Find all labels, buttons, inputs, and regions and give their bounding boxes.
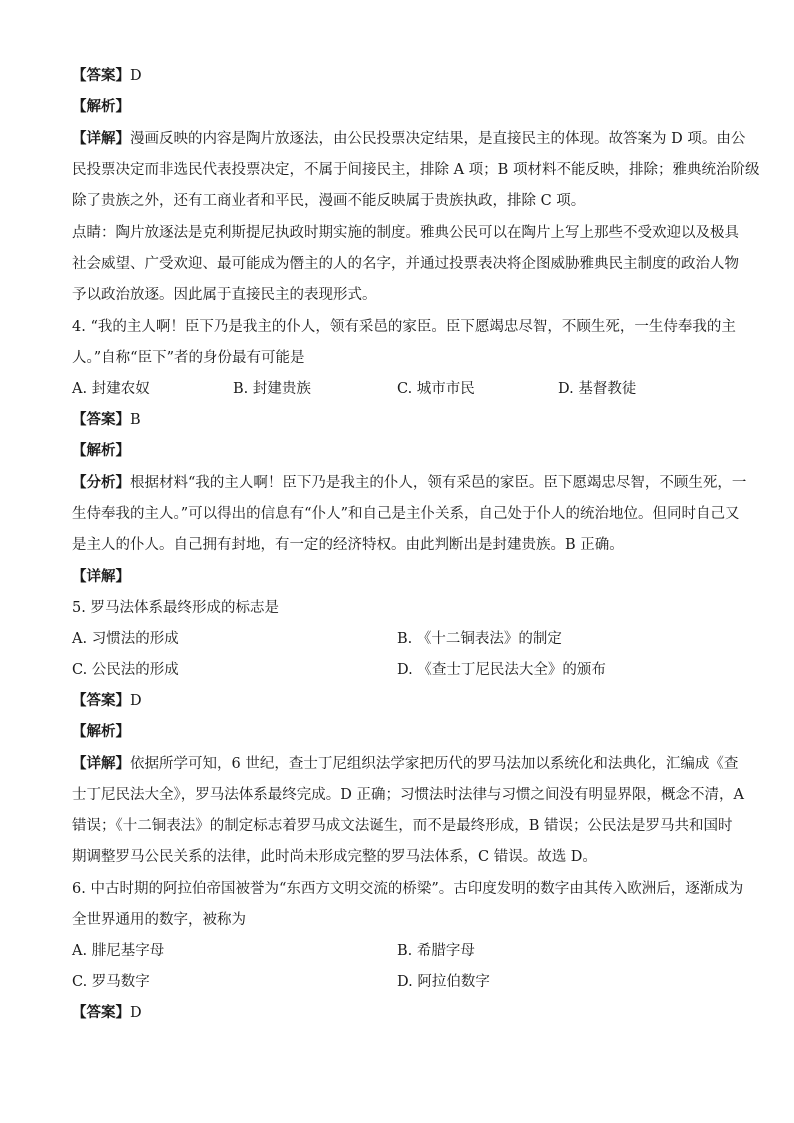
q6-option-d: D. 阿拉伯数字 xyxy=(397,974,490,990)
q5-option-b: B. 《十二铜表法》的制定 xyxy=(397,631,562,647)
q6-stem-line-2: 全世界通用的数字，被称为 xyxy=(72,912,246,928)
q4-detail-label xyxy=(72,567,732,587)
answer-value: D xyxy=(130,68,142,84)
q3-answer-line xyxy=(72,66,732,86)
q3-point-line-3: 予以政治放逐。因此属于直接民主的表现形式。 xyxy=(72,287,377,303)
answer-value: D xyxy=(130,1005,142,1021)
q5-stem: 5. 罗马法体系最终形成的标志是 xyxy=(72,600,279,616)
q4-stem-line-1: 4. “我的主人啊！臣下乃是我主的仆人，领有采邑的家臣。臣下愿竭忠尽智，不顾生死，一生侍奉我的主 xyxy=(72,319,736,335)
q6-option-a: A. 腓尼基字母 xyxy=(72,943,165,959)
q3-point-line-1: 点睛：陶片放逐法是克利斯提尼执政时期实施的制度。雅典公民可以在陶片上写上那些不受欢迎以及极具 xyxy=(72,225,739,241)
answer-value: D xyxy=(130,693,142,709)
analysis-tag: 【解析】 xyxy=(72,723,130,740)
q3-point-line-2: 社会威望、广受欢迎、最可能成为僭主的人的名字，并通过投票表决将企图威胁雅典民主制度的政治人物 xyxy=(72,256,739,272)
q6-option-c: C. 罗马数字 xyxy=(72,974,150,990)
detail-tag: 【详解】 xyxy=(72,755,130,772)
q4-option-a: A. 封建农奴 xyxy=(72,381,150,397)
q4-analysis-line-3: 是主人的仆人。自己拥有封地，有一定的经济特权。由此判断出是封建贵族。B 正确。 xyxy=(72,537,624,553)
q5-option-c: C. 公民法的形成 xyxy=(72,662,179,678)
q3-analysis-label xyxy=(72,97,732,117)
q5-analysis-label xyxy=(72,722,732,742)
q5-detail-line-2: 士丁尼民法大全》，罗马法体系最终完成。D 正确；习惯法时法律与习惯之间没有明显界限，概念不清，A xyxy=(72,787,744,803)
q4-stem-line-2: 人。”自称“臣下”者的身份最有可能是 xyxy=(72,350,305,366)
answer-value: B xyxy=(130,412,141,428)
analysis-sub-tag: 【分析】 xyxy=(72,474,130,491)
detail-tag: 【详解】 xyxy=(72,130,130,147)
q3-detail-line-3: 除了贵族之外，还有工商业者和平民，漫画不能反映属于贵族执政，排除 C 项。 xyxy=(72,193,586,209)
q6-stem-line-1: 6. 中古时期的阿拉伯帝国被誉为“东西方文明交流的桥梁”。古印度发明的数字由其传入欧洲后，逐渐成为 xyxy=(72,881,744,897)
q5-detail-line-3: 错误；《十二铜表法》的制定标志着罗马成文法诞生，而不是最终形成，B 错误；公民法是罗马共和国时 xyxy=(72,818,733,834)
q5-option-d: D. 《查士丁尼民法大全》的颁布 xyxy=(397,662,606,678)
q4-analysis-line-1 xyxy=(72,473,747,493)
q4-option-b: B. 封建贵族 xyxy=(233,381,311,397)
q3-detail-line-1 xyxy=(72,129,746,149)
analysis-tag: 【解析】 xyxy=(72,442,130,459)
q5-option-a: A. 习惯法的形成 xyxy=(72,631,179,647)
analysis-text: 根据材料“我的主人啊！臣下乃是我主的仆人，领有采邑的家臣。臣下愿竭忠尽智，不顾生死，一 xyxy=(130,475,747,491)
q3-detail-line-2: 民投票决定而非选民代表投票决定，不属于间接民主，排除 A 项；B 项材料不能反映，排除；雅典统治阶级 xyxy=(72,162,760,178)
detail-text: 漫画反映的内容是陶片放逐法，由公民投票决定结果，是直接民主的体现。故答案为 D 项。由公 xyxy=(130,131,746,147)
q4-answer-line xyxy=(72,410,732,430)
answer-tag: 【答案】 xyxy=(72,692,130,709)
analysis-tag: 【解析】 xyxy=(72,98,130,115)
q4-option-c: C. 城市市民 xyxy=(397,381,475,397)
q5-detail-line-4: 期调整罗马公民关系的法律，此时尚未形成完整的罗马法体系，C 错误。故选 D。 xyxy=(72,849,597,865)
q4-analysis-line-2: 生侍奉我的主人。”可以得出的信息有“仆人”和自己是主仆关系，自己处于仆人的统治地位。但同时自己又 xyxy=(72,506,740,522)
detail-text: 依据所学可知，6 世纪，查士丁尼组织法学家把历代的罗马法加以系统化和法典化，汇编成《查 xyxy=(130,756,739,772)
answer-tag: 【答案】 xyxy=(72,411,130,428)
q6-option-b: B. 希腊字母 xyxy=(397,943,475,959)
q4-option-d: D. 基督教徒 xyxy=(558,381,637,397)
q5-detail-line-1 xyxy=(72,754,739,774)
detail-tag: 【详解】 xyxy=(72,568,130,585)
q5-answer-line xyxy=(72,691,732,711)
q4-analysis-label xyxy=(72,441,732,461)
q6-answer-line xyxy=(72,1003,732,1023)
answer-tag: 【答案】 xyxy=(72,67,130,84)
answer-tag: 【答案】 xyxy=(72,1004,130,1021)
